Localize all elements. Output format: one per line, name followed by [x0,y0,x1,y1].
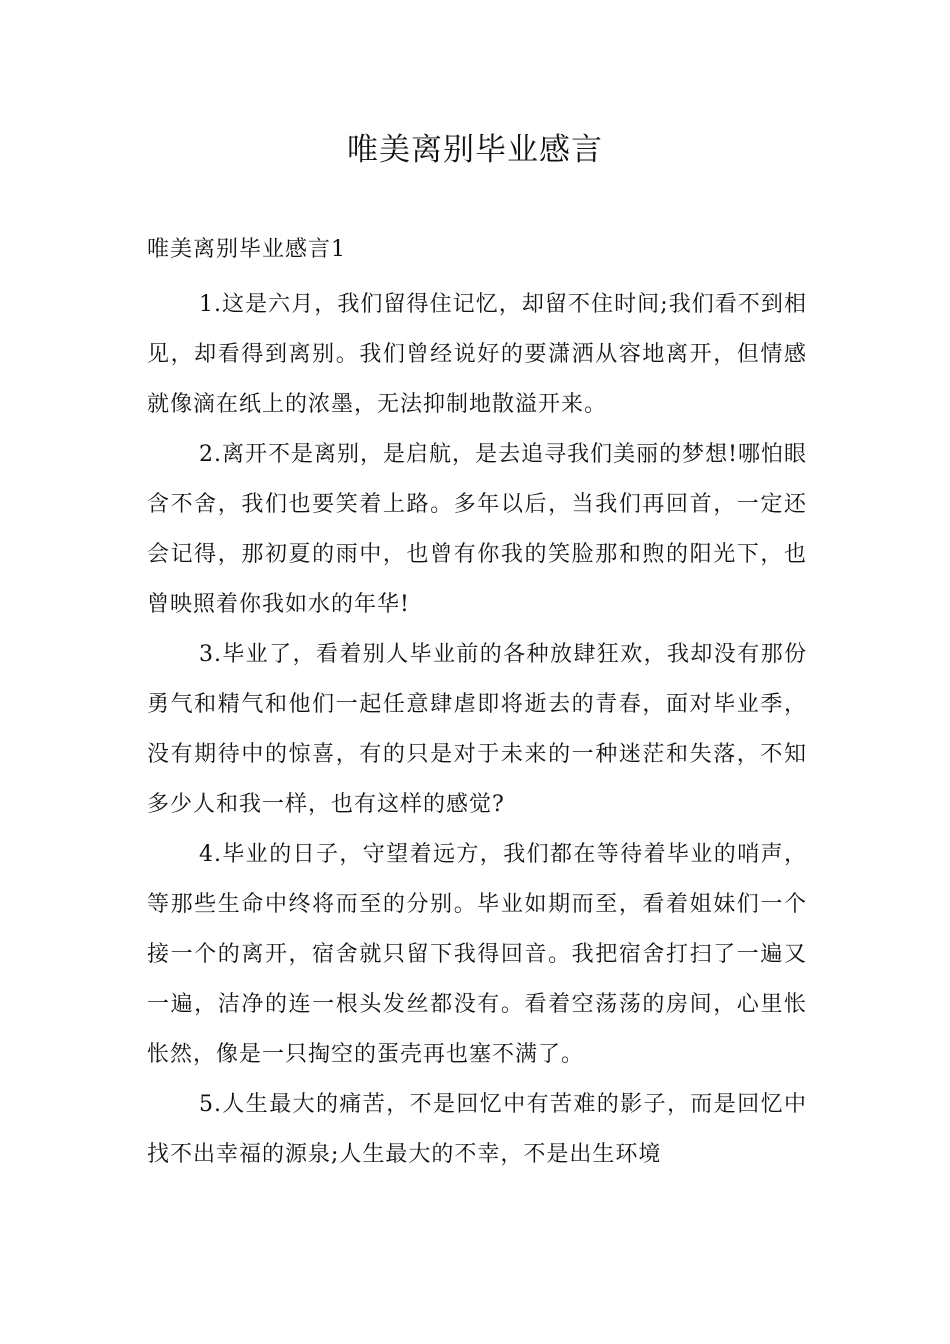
document-title: 唯美离别毕业感言 [347,132,603,168]
document-body [147,230,807,1180]
section-heading: 唯美离别毕业感言1 [147,237,346,262]
paragraph-1: 1.这是六月，我们留得住记忆，却留不住时间;我们看不到相见，却看得到离别。我们曾经说好的要潇洒从容地离开，但情感就像滴在纸上的浓墨，无法抑制地散溢开来。 [147,292,807,417]
paragraph-5: 5.人生最大的痛苦，不是回忆中有苦难的影子，而是回忆中找不出幸福的源泉;人生最大的不幸，不是出生环境 [147,1092,807,1167]
paragraph-2: 2.离开不是离别，是启航，是去追寻我们美丽的梦想!哪怕眼含不舍，我们也要笑着上路。多年以后，当我们再回首，一定还会记得，那初夏的雨中，也曾有你我的笑脸那和煦的阳光下，也曾映照着你我如水的年华! [147,442,807,617]
paragraph-3: 3.毕业了，看着别人毕业前的各种放肆狂欢，我却没有那份勇气和精气和他们一起任意肆虐即将逝去的青春，面对毕业季，没有期待中的惊喜，有的只是对于未来的一种迷茫和失落，不知多少人和我一样，也有这样的感觉? [147,642,807,817]
paragraph-4: 4.毕业的日子，守望着远方，我们都在等待着毕业的哨声，等那些生命中终将而至的分别。毕业如期而至，看着姐妹们一个接一个的离开，宿舍就只留下我得回音。我把宿舍打扫了一遍又一遍，洁净的连一根头发丝都没有。看着空荡荡的房间，心里怅怅然，像是一只掏空的蛋壳再也塞不满了。 [147,842,807,1067]
